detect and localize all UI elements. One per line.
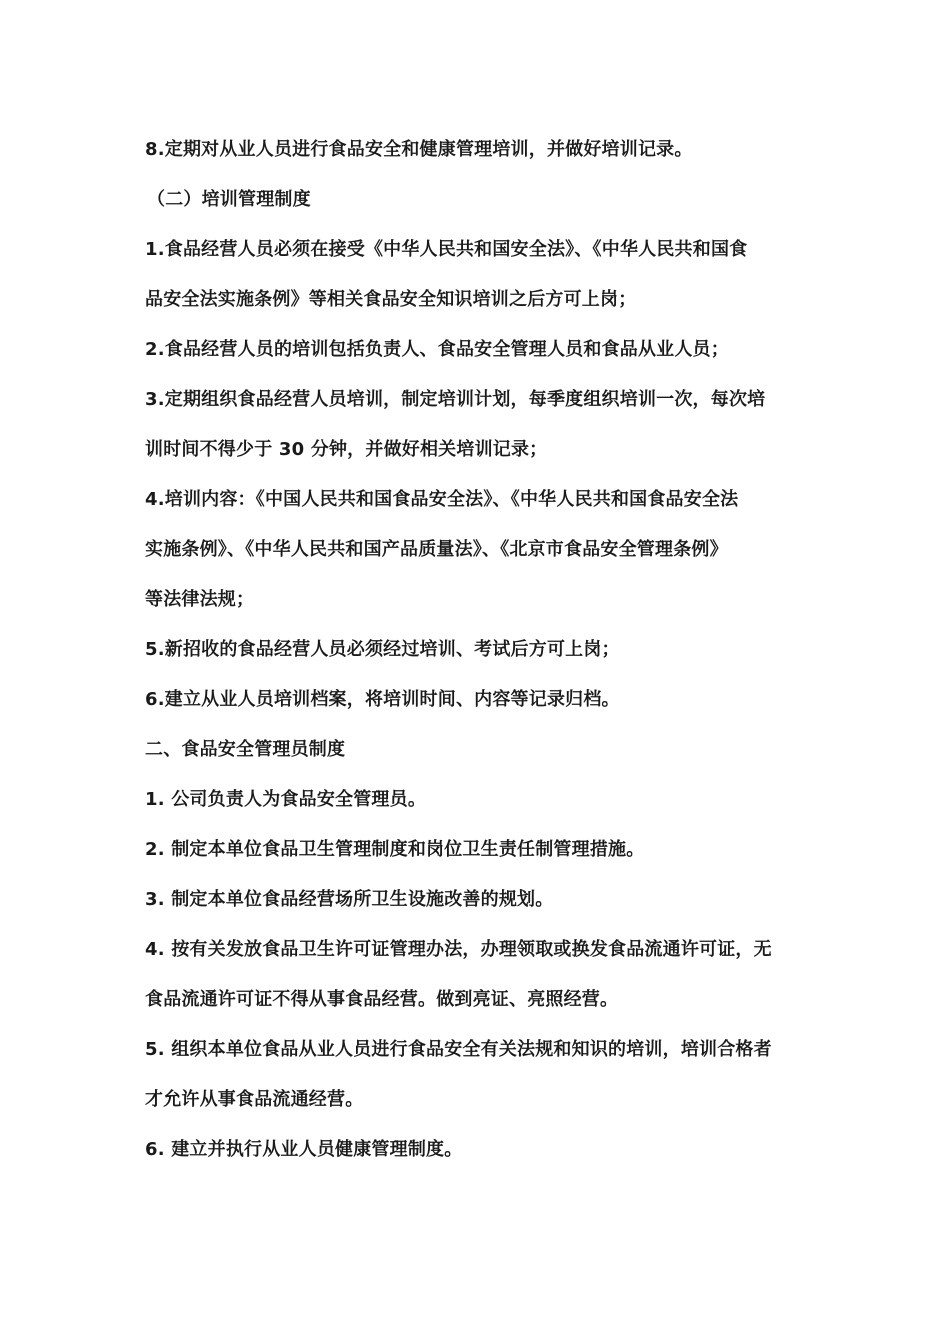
text-line-8: 4.培训内容：《中国人民共和国食品安全法》、《中华人民共和国食品安全法	[145, 489, 739, 510]
text-line-21: 6. 建立并执行从业人员健康管理制度。	[145, 1139, 463, 1160]
text-line-6: 3.定期组织食品经营人员培训，制定培训计划，每季度组织培训一次，每次培	[145, 389, 766, 410]
text-line-20: 才允许从事食品流通经营。	[145, 1089, 364, 1110]
text-line-14: 1. 公司负责人为食品安全管理员。	[145, 789, 427, 810]
text-line-18: 食品流通许可证不得从事食品经营。做到亮证、亮照经营。	[145, 989, 619, 1010]
text-line-11: 5.新招收的食品经营人员必须经过培训、考试后方可上岗；	[145, 639, 620, 660]
section-heading-training: （二）培训管理制度	[147, 189, 311, 210]
section-heading-safety-manager: 二、食品安全管理员制度	[145, 739, 346, 760]
document-page	[145, 0, 810, 1344]
text-line-10: 等法律法规；	[145, 589, 255, 610]
text-line-5: 2.食品经营人员的培训包括负责人、食品安全管理人员和食品从业人员；	[145, 339, 729, 360]
text-line-1: 8.定期对从业人员进行食品安全和健康管理培训，并做好培训记录。	[145, 139, 693, 160]
text-line-3: 1.食品经营人员必须在接受《中华人民共和国安全法》、《中华人民共和国食	[145, 239, 748, 260]
text-line-4: 品安全法实施条例》等相关食品安全知识培训之后方可上岗；	[145, 289, 637, 310]
text-line-12: 6.建立从业人员培训档案，将培训时间、内容等记录归档。	[145, 689, 620, 710]
text-line-9: 实施条例》、《中华人民共和国产品质量法》、《北京市食品安全管理条例》	[145, 539, 728, 560]
text-line-7: 训时间不得少于 30 分钟，并做好相关培训记录；	[145, 439, 548, 460]
text-line-15: 2. 制定本单位食品卫生管理制度和岗位卫生责任制管理措施。	[145, 839, 645, 860]
text-line-16: 3. 制定本单位食品经营场所卫生设施改善的规划。	[145, 889, 554, 910]
text-line-17: 4. 按有关发放食品卫生许可证管理办法，办理领取或换发食品流通许可证，无	[145, 939, 772, 960]
text-line-19: 5. 组织本单位食品从业人员进行食品安全有关法规和知识的培训，培训合格者	[145, 1039, 772, 1060]
